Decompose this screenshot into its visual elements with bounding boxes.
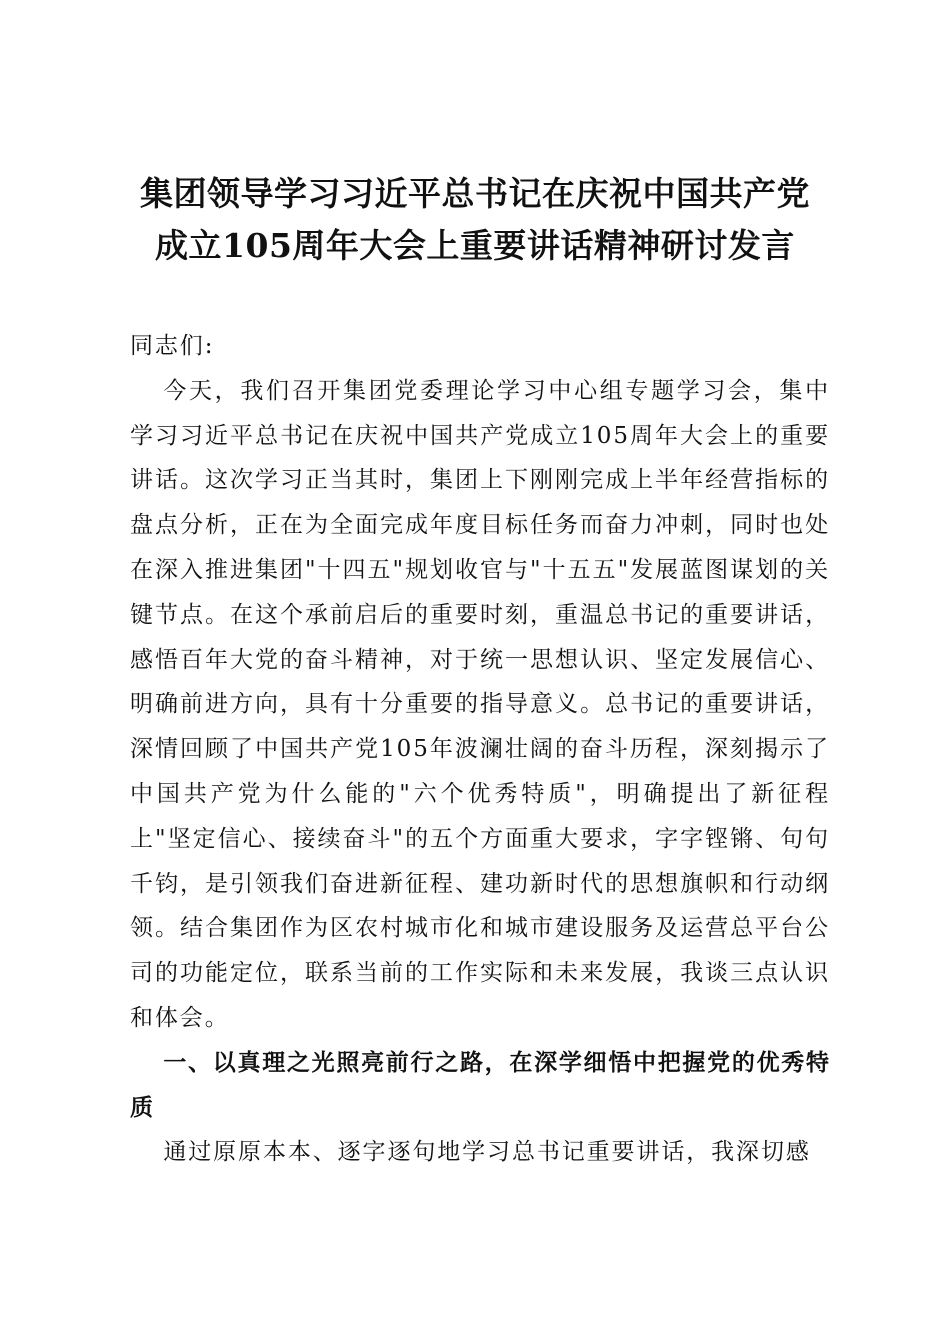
document-body — [130, 324, 830, 1175]
section-heading-1: 一、以真理之光照亮前行之路，在深学细悟中把握党的优秀特质 — [130, 1049, 830, 1121]
title-line-2: 成立105周年大会上重要讲话精神研讨发言 — [155, 226, 795, 265]
salutation: 同志们: — [130, 333, 215, 359]
document-title — [100, 168, 850, 272]
paragraph-intro: 今天，我们召开集团党委理论学习中心组专题学习会，集中学习习近平总书记在庆祝中国共产党成立105周年大会上的重要讲话。这次学习正当其时，集团上下刚刚完成上半年经营指标的盘点分析，正在为全面完成年度目标任务而奋力冲刺，同时也处在深入推进集团"十四五"规划收官与"十五五"发展蓝图谋划的关键节点。在这个承前启后的重要时刻，重温总书记的重要讲话，感悟百年大党的奋斗精神，对于统一思想认识、坚定发展信心、明确前进方向，具有十分重要的指导意义。总书记的重要讲话，深情回顾了中国共产党105年波澜壮阔的奋斗历程，深刻揭示了中国共产党为什么能的"六个优秀特质"，明确提出了新征程上"坚定信心、接续奋斗"的五个方面重大要求，字字铿锵、句句千钧，是引领我们奋进新征程、建功新时代的思想旗帜和行动纲领。结合集团作为区农村城市化和城市建设服务及运营总平台公司的功能定位，联系当前的工作实际和未来发展，我谈三点认识和体会。 — [130, 377, 830, 1031]
title-line-1: 集团领导学习习近平总书记在庆祝中国共产党 — [140, 174, 810, 213]
paragraph-section-1: 通过原原本本、逐字逐句地学习总书记重要讲话，我深切感 — [163, 1139, 811, 1166]
